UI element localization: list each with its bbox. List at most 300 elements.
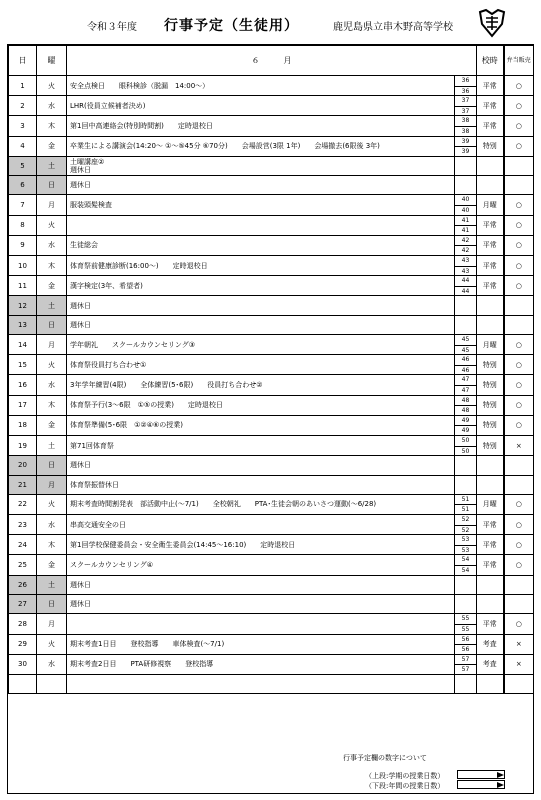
jikoku-cell xyxy=(477,575,504,594)
year-count: 40 xyxy=(455,205,476,215)
table-row xyxy=(9,355,534,375)
table-row xyxy=(9,494,534,514)
event-cell xyxy=(67,136,455,156)
bento-cell: ○ xyxy=(504,494,534,514)
day-cell: 20 xyxy=(9,456,37,475)
day-cell: 18 xyxy=(9,415,37,435)
table-row xyxy=(9,235,534,255)
day-cell: 8 xyxy=(9,215,37,235)
table-row xyxy=(9,555,534,575)
bento-cell: ○ xyxy=(504,535,534,555)
event-cell xyxy=(67,195,455,215)
jikoku-cell xyxy=(477,315,504,334)
jikoku-cell xyxy=(477,176,504,195)
day-cell: 11 xyxy=(9,276,37,296)
day-cell: 4 xyxy=(9,136,37,156)
term-count: 44 xyxy=(461,277,470,285)
event-cell xyxy=(67,235,455,255)
event-cell xyxy=(67,614,455,634)
header-jikoku: 校時 xyxy=(477,46,504,76)
lesson-count-cell xyxy=(455,235,477,255)
lesson-count-cell xyxy=(455,215,477,235)
event-cell xyxy=(67,575,455,594)
bento-cell: × xyxy=(504,436,534,456)
term-count: 38 xyxy=(461,117,470,125)
lesson-count-cell xyxy=(455,555,477,575)
event-cell xyxy=(67,535,455,555)
year-count: 43 xyxy=(455,266,476,276)
term-count: 45 xyxy=(461,336,470,344)
lesson-count-cell xyxy=(455,375,477,395)
year-count: 39 xyxy=(455,146,476,156)
year-count: 56 xyxy=(455,644,476,654)
weekday-cell: 日 xyxy=(37,456,67,475)
term-count: 53 xyxy=(461,536,470,544)
lesson-count-cell xyxy=(455,335,477,355)
weekday-cell: 火 xyxy=(37,355,67,375)
jikoku-cell: 平常 xyxy=(477,76,504,96)
table-row xyxy=(9,634,534,654)
bento-cell: ○ xyxy=(504,335,534,355)
bento-cell: ○ xyxy=(504,555,534,575)
lesson-count-cell xyxy=(455,296,477,315)
day-cell: 2 xyxy=(9,96,37,116)
table-row xyxy=(9,195,534,215)
event-text: 週休日 xyxy=(70,461,91,470)
event-cell xyxy=(67,215,455,235)
weekday-cell: 木 xyxy=(37,535,67,555)
jikoku-cell: 平常 xyxy=(477,555,504,575)
table-row xyxy=(9,215,534,235)
bento-cell: ○ xyxy=(504,195,534,215)
jikoku-cell xyxy=(477,594,504,613)
weekday-cell: 月 xyxy=(37,195,67,215)
table-row xyxy=(9,614,534,634)
year-count: 55 xyxy=(455,624,476,634)
jikoku-cell xyxy=(477,456,504,475)
year-count: 53 xyxy=(455,545,476,555)
weekday-cell: 水 xyxy=(37,375,67,395)
weekday-cell: 火 xyxy=(37,76,67,96)
header-weekday: 曜 xyxy=(37,46,67,76)
term-count: 48 xyxy=(461,396,470,404)
bento-cell: ○ xyxy=(504,415,534,435)
jikoku-cell: 平常 xyxy=(477,614,504,634)
year-count: 44 xyxy=(455,286,476,296)
weekday-cell: 土 xyxy=(37,436,67,456)
lesson-count-cell xyxy=(455,415,477,435)
year-count: 57 xyxy=(455,664,476,674)
weekday-cell: 月 xyxy=(37,475,67,494)
schedule-table xyxy=(8,45,534,694)
weekday-cell: 土 xyxy=(37,296,67,315)
event-cell xyxy=(67,76,455,96)
table-row xyxy=(9,136,534,156)
jikoku-cell: 考査 xyxy=(477,654,504,674)
day-cell: 26 xyxy=(9,575,37,594)
table-row xyxy=(9,276,534,296)
bento-cell xyxy=(504,575,534,594)
table-row xyxy=(9,475,534,494)
bento-cell: ○ xyxy=(504,235,534,255)
term-count: 50 xyxy=(461,437,470,444)
event-text: 第71回体育祭 xyxy=(70,441,114,450)
weekday-cell: 土 xyxy=(37,575,67,594)
jikoku-cell: 特別 xyxy=(477,415,504,435)
lesson-count-cell xyxy=(455,456,477,475)
event-cell xyxy=(67,594,455,613)
term-count: 47 xyxy=(461,376,470,384)
event-text: 生徒総会 xyxy=(70,241,98,250)
table-row-empty xyxy=(9,674,534,693)
header-day: 日 xyxy=(9,46,37,76)
lesson-count-cell xyxy=(455,654,477,674)
table-row xyxy=(9,456,534,475)
event-cell xyxy=(67,355,455,375)
year-count: 51 xyxy=(455,504,476,514)
note-lower: （下段:年間の授業日数） xyxy=(365,782,445,790)
weekday-cell: 月 xyxy=(37,335,67,355)
weekday-cell: 日 xyxy=(37,594,67,613)
day-cell: 23 xyxy=(9,515,37,535)
event-text: 3年学年練習(4限) 全体練習(5･6限) 役員打ち合わせ② xyxy=(70,381,263,390)
lesson-count-cell xyxy=(455,634,477,654)
year-count: 45 xyxy=(455,345,476,355)
schedule-sheet xyxy=(7,44,534,794)
lesson-count-cell xyxy=(455,575,477,594)
event-text: 卒業生による講演会(14:20～ ①～⑤45分 ⑥70分) 会場設営(3限 1年) 会場撤去(6限後 3年) xyxy=(70,142,380,151)
weekday-cell: 金 xyxy=(37,555,67,575)
weekday-cell: 水 xyxy=(37,654,67,674)
year-count: 36 xyxy=(455,86,476,96)
event-text: 体育祭予行(3～6限 ①⑤の授業) 定時退校日 xyxy=(70,401,223,410)
event-cell xyxy=(67,555,455,575)
weekday-cell: 月 xyxy=(37,614,67,634)
school-name: 鹿児島県立串木野高等学校 xyxy=(333,22,453,33)
event-text: 体育祭役員打ち合わせ① xyxy=(70,360,147,369)
day-cell: 7 xyxy=(9,195,37,215)
table-row xyxy=(9,256,534,276)
year-count: 47 xyxy=(455,385,476,395)
bento-cell: ○ xyxy=(504,136,534,156)
jikoku-cell: 月曜 xyxy=(477,494,504,514)
school-emblem-icon xyxy=(477,8,507,38)
day-cell: 28 xyxy=(9,614,37,634)
bento-cell: ○ xyxy=(504,215,534,235)
lesson-count-cell xyxy=(455,475,477,494)
event-text: 第1回中高連絡会(特別時間割) 定時退校日 xyxy=(70,121,213,130)
event-text: 土曜講座② xyxy=(70,157,105,166)
event-text: 期末考査2日目 PTA研修視察 登校指導 xyxy=(70,660,214,669)
lesson-count-cell xyxy=(455,156,477,175)
event-cell xyxy=(67,176,455,195)
event-cell xyxy=(67,375,455,395)
weekday-cell: 水 xyxy=(37,515,67,535)
year-count: 46 xyxy=(455,365,476,375)
day-cell: 24 xyxy=(9,535,37,555)
jikoku-cell: 平常 xyxy=(477,96,504,116)
arrow-right-icon xyxy=(457,770,505,779)
jikoku-cell: 平常 xyxy=(477,215,504,235)
day-cell: 22 xyxy=(9,494,37,514)
day-cell: 16 xyxy=(9,375,37,395)
term-count: 46 xyxy=(461,356,470,364)
jikoku-cell: 平常 xyxy=(477,276,504,296)
lesson-count-cell xyxy=(455,136,477,156)
term-count: 36 xyxy=(461,77,470,84)
table-row xyxy=(9,296,534,315)
event-cell xyxy=(67,395,455,415)
jikoku-cell: 特別 xyxy=(477,355,504,375)
event-cell xyxy=(67,494,455,514)
bento-cell xyxy=(504,296,534,315)
lesson-count-cell xyxy=(455,614,477,634)
year-count: 49 xyxy=(455,425,476,435)
empty-cell xyxy=(67,674,455,693)
year-count: 42 xyxy=(455,245,476,255)
weekday-cell: 火 xyxy=(37,634,67,654)
term-count: 37 xyxy=(461,97,470,105)
event-text: 体育祭前健康診断(16:00～) 定時退校日 xyxy=(70,261,208,270)
bento-cell xyxy=(504,475,534,494)
bento-cell xyxy=(504,456,534,475)
weekday-cell: 金 xyxy=(37,276,67,296)
year-count: 50 xyxy=(455,446,476,456)
empty-cell xyxy=(37,674,67,693)
header-bento: 弁当販売 xyxy=(504,46,534,76)
term-count: 51 xyxy=(461,495,470,503)
year-count: 48 xyxy=(455,405,476,415)
term-count: 42 xyxy=(461,236,470,244)
jikoku-cell: 特別 xyxy=(477,136,504,156)
note-title: 行事予定欄の数字について xyxy=(343,754,427,762)
jikoku-cell: 考査 xyxy=(477,634,504,654)
lesson-count-cell xyxy=(455,176,477,195)
lesson-count-cell xyxy=(455,116,477,136)
jikoku-cell: 月曜 xyxy=(477,335,504,355)
weekday-cell: 金 xyxy=(37,415,67,435)
term-count: 43 xyxy=(461,257,470,264)
jikoku-cell xyxy=(477,475,504,494)
event-text: 週休日 xyxy=(70,320,91,329)
table-row xyxy=(9,335,534,355)
day-cell: 27 xyxy=(9,594,37,613)
event-cell xyxy=(67,296,455,315)
year-count: 37 xyxy=(455,106,476,116)
table-row xyxy=(9,375,534,395)
event-cell xyxy=(67,315,455,334)
jikoku-cell xyxy=(477,296,504,315)
table-row xyxy=(9,515,534,535)
table-row xyxy=(9,535,534,555)
bento-cell xyxy=(504,315,534,334)
arrow-right-icon xyxy=(457,780,505,789)
header-month: ６ 月 xyxy=(67,46,477,76)
day-cell: 25 xyxy=(9,555,37,575)
jikoku-cell: 月曜 xyxy=(477,195,504,215)
table-row xyxy=(9,96,534,116)
empty-cell xyxy=(504,674,534,693)
event-text: 漢字検定(3年、希望者) xyxy=(70,281,143,290)
term-count: 41 xyxy=(461,216,470,224)
event-cell xyxy=(67,654,455,674)
lesson-count-cell xyxy=(455,96,477,116)
day-cell: 17 xyxy=(9,395,37,415)
bento-cell: ○ xyxy=(504,375,534,395)
term-count: 39 xyxy=(461,137,470,145)
event-text: 期末考査1日目 登校指導 車体検査(～7/1) xyxy=(70,640,225,649)
event-text: LHR(役員立候補者決め) xyxy=(70,101,146,110)
bento-cell: ○ xyxy=(504,355,534,375)
table-row xyxy=(9,654,534,674)
term-count: 54 xyxy=(461,556,470,564)
bento-cell: ○ xyxy=(504,614,534,634)
event-text: 週休日 xyxy=(70,580,91,589)
event-text: 学年朝礼 スクールカウンセリング③ xyxy=(70,340,195,349)
table-row xyxy=(9,156,534,175)
bento-cell: ○ xyxy=(504,116,534,136)
table-row xyxy=(9,395,534,415)
event-cell xyxy=(67,96,455,116)
event-text: 体育祭準備(5･6限 ①②④⑥の授業) xyxy=(70,421,183,430)
weekday-cell: 木 xyxy=(37,395,67,415)
jikoku-cell: 特別 xyxy=(477,375,504,395)
jikoku-cell: 平常 xyxy=(477,535,504,555)
day-cell: 6 xyxy=(9,176,37,195)
event-text: 体育祭振替休日 xyxy=(70,480,119,489)
lesson-count-cell xyxy=(455,76,477,96)
bento-cell xyxy=(504,594,534,613)
event-cell xyxy=(67,436,455,456)
bento-cell: × xyxy=(504,634,534,654)
weekday-cell: 日 xyxy=(37,315,67,334)
event-cell xyxy=(67,475,455,494)
bento-cell xyxy=(504,156,534,175)
event-text: スクールカウンセリング④ xyxy=(70,561,153,570)
table-header-row xyxy=(9,46,534,76)
page-title: 行事予定（生徒用） xyxy=(164,18,299,34)
jikoku-cell: 平常 xyxy=(477,515,504,535)
jikoku-cell xyxy=(477,156,504,175)
event-cell xyxy=(67,116,455,136)
lesson-count-cell xyxy=(455,276,477,296)
event-text: 週休日 xyxy=(70,165,91,174)
bento-cell: ○ xyxy=(504,256,534,276)
weekday-cell: 水 xyxy=(37,96,67,116)
jikoku-cell: 平常 xyxy=(477,256,504,276)
lesson-count-cell xyxy=(455,515,477,535)
day-cell: 14 xyxy=(9,335,37,355)
weekday-cell: 木 xyxy=(37,256,67,276)
jikoku-cell: 特別 xyxy=(477,436,504,456)
event-text: 週休日 xyxy=(70,301,91,310)
bento-cell xyxy=(504,176,534,195)
event-text: 串高交通安全の日 xyxy=(70,520,126,529)
lesson-count-cell xyxy=(455,315,477,334)
event-text: 服装頭髪検査 xyxy=(70,201,112,210)
day-cell: 12 xyxy=(9,296,37,315)
table-row xyxy=(9,594,534,613)
term-count: 55 xyxy=(461,615,470,623)
event-text: 週休日 xyxy=(70,181,91,190)
event-text: 期末考査時間割発表 部活動中止(～7/1) 全校朝礼 PTA･生徒会朝のあいさつ運動(～6/28) xyxy=(70,500,377,509)
empty-cell xyxy=(9,674,37,693)
day-cell: 3 xyxy=(9,116,37,136)
event-cell xyxy=(67,276,455,296)
event-cell xyxy=(67,515,455,535)
day-cell: 15 xyxy=(9,355,37,375)
lesson-count-cell xyxy=(455,195,477,215)
weekday-cell: 土 xyxy=(37,156,67,175)
bento-cell: ○ xyxy=(504,276,534,296)
day-cell: 19 xyxy=(9,436,37,456)
bento-cell: ○ xyxy=(504,395,534,415)
event-cell xyxy=(67,156,455,175)
lesson-count-cell xyxy=(455,436,477,456)
day-cell: 13 xyxy=(9,315,37,334)
empty-cell xyxy=(477,674,504,693)
note-upper: （上段:学期の授業日数） xyxy=(365,772,445,780)
bento-cell: ○ xyxy=(504,96,534,116)
event-text: 第1回学校保健委員会・安全衛生委員会(14:45～16:10) 定時退校日 xyxy=(70,540,296,549)
lesson-count-cell xyxy=(455,594,477,613)
event-cell xyxy=(67,456,455,475)
year-count: 54 xyxy=(455,565,476,575)
event-text: 安全点検日 眼科検診（脱漏 14:00～） xyxy=(70,81,210,90)
day-cell: 29 xyxy=(9,634,37,654)
jikoku-cell: 特別 xyxy=(477,395,504,415)
lesson-count-cell xyxy=(455,535,477,555)
table-row xyxy=(9,76,534,96)
page-header xyxy=(7,6,534,42)
table-row xyxy=(9,116,534,136)
jikoku-cell: 平常 xyxy=(477,116,504,136)
table-row xyxy=(9,436,534,456)
weekday-cell: 火 xyxy=(37,215,67,235)
weekday-cell: 金 xyxy=(37,136,67,156)
empty-cell xyxy=(455,674,477,693)
year-count: 38 xyxy=(455,126,476,136)
term-count: 49 xyxy=(461,416,470,424)
term-count: 56 xyxy=(461,635,470,643)
lesson-count-cell xyxy=(455,355,477,375)
weekday-cell: 水 xyxy=(37,235,67,255)
term-count: 40 xyxy=(461,196,470,204)
table-row xyxy=(9,315,534,334)
bento-cell: ○ xyxy=(504,76,534,96)
day-cell: 1 xyxy=(9,76,37,96)
weekday-cell: 火 xyxy=(37,494,67,514)
table-row xyxy=(9,415,534,435)
fiscal-year: 令和３年度 xyxy=(87,22,137,33)
table-row xyxy=(9,176,534,195)
bento-cell: × xyxy=(504,654,534,674)
weekday-cell: 木 xyxy=(37,116,67,136)
lesson-count-cell xyxy=(455,494,477,514)
bento-cell: ○ xyxy=(504,515,534,535)
event-text: 週休日 xyxy=(70,600,91,609)
day-cell: 9 xyxy=(9,235,37,255)
table-row xyxy=(9,575,534,594)
weekday-cell: 日 xyxy=(37,176,67,195)
year-count: 52 xyxy=(455,525,476,535)
event-cell xyxy=(67,335,455,355)
event-cell xyxy=(67,415,455,435)
day-cell: 30 xyxy=(9,654,37,674)
lesson-count-cell xyxy=(455,256,477,276)
event-cell xyxy=(67,256,455,276)
year-count: 41 xyxy=(455,225,476,235)
